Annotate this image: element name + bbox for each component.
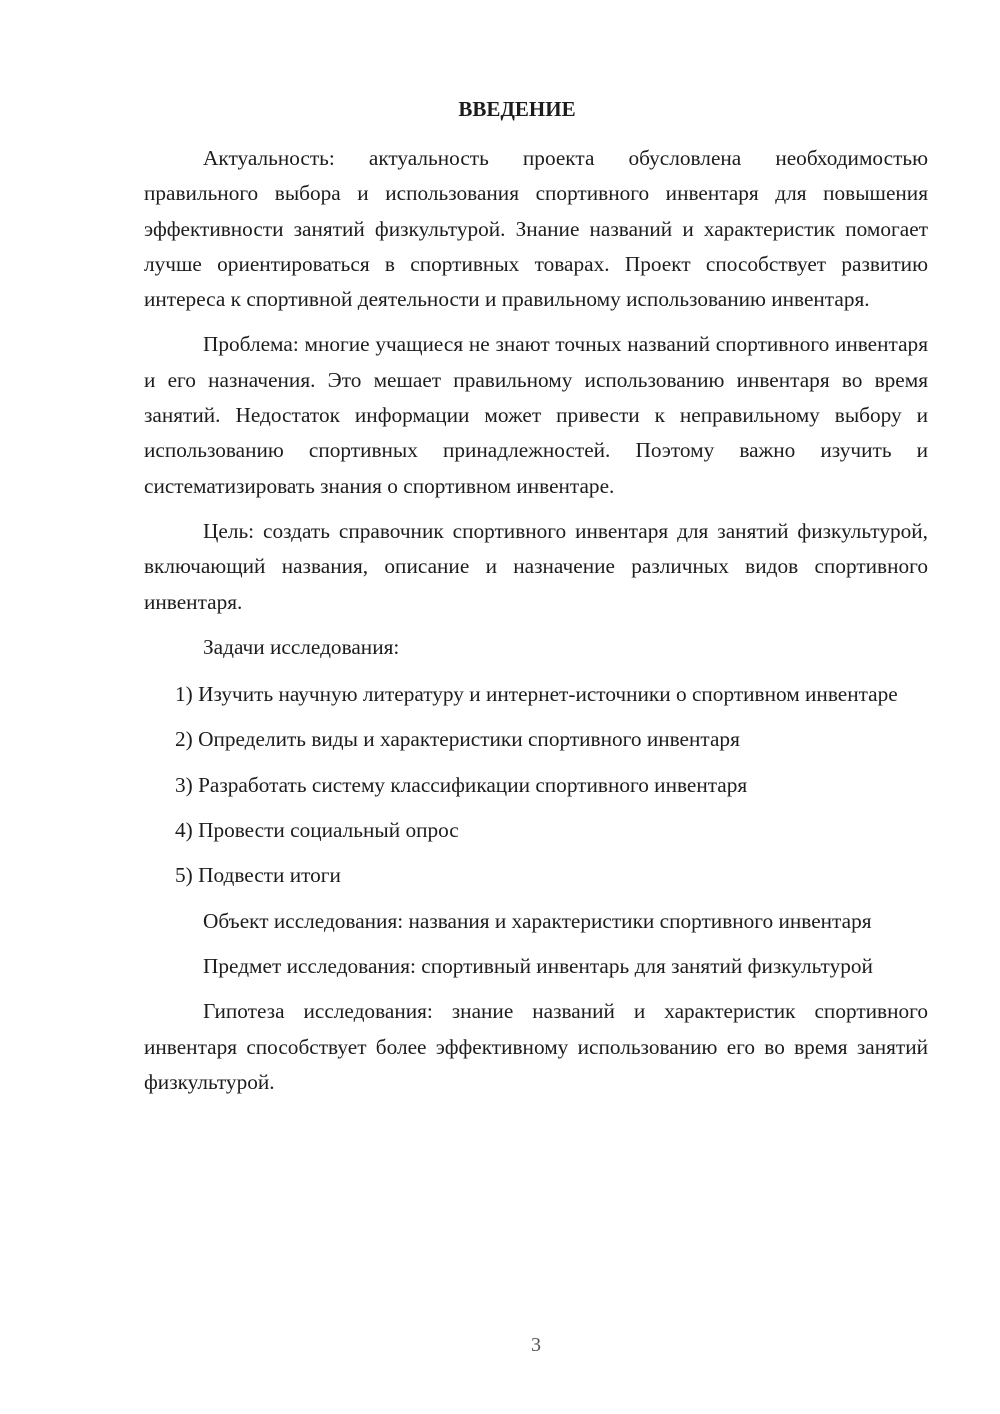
task-item-2: 2) Определить виды и характеристики спортивного инвентаря [175, 727, 740, 752]
document-page [144, 92, 928, 1110]
task-item-1: 1) Изучить научную литературу и интернет-источники о спортивном инвентаре [175, 682, 898, 707]
goal-paragraph: Цель: создать справочник спортивного инвентаря для занятий физкультурой, включающий названия, описание и назначение различных видов спортивного инвентаря. [144, 518, 928, 614]
relevance-paragraph: Актуальность: актуальность проекта обусловлена необходимостью правильного выбора и использования спортивного инвентаря для повышения эффективности занятий физкультурой. Знание названий и характеристик помогает лучше ориентироваться в спортивных товарах. Проект способствует развитию интереса к спортивной деятельности и правильному использованию инвентаря. [144, 146, 928, 312]
tasks-list [144, 677, 928, 893]
subject-paragraph: Предмет исследования: спортивный инвентарь для занятий физкультурой [203, 953, 873, 978]
object-paragraph: Объект исследования: названия и характеристики спортивного инвентаря [203, 908, 872, 933]
problem-paragraph: Проблема: многие учащиеся не знают точных названий спортивного инвентаря и его назначения. Это мешает правильному использованию инвентаря во время занятий. Недостаток информации может привести к неправильному выбору и использованию спортивных принадлежностей. Поэтому важно изучить и систематизировать знания о спортивном инвентаре. [144, 332, 928, 498]
page-number: 3 [531, 1334, 541, 1356]
task-item-5: 5) Подвести итоги [175, 863, 341, 888]
task-item-3: 3) Разработать систему классификации спортивного инвентаря [175, 772, 748, 797]
tasks-title: Задачи исследования: [203, 634, 400, 659]
hypothesis-paragraph: Гипотеза исследования: знание названий и характеристик спортивного инвентаря способствует более эффективному использованию его во время занятий физкультурой. [144, 999, 928, 1094]
task-item-4: 4) Провести социальный опрос [175, 818, 459, 843]
section-heading: ВВЕДЕНИЕ [458, 97, 576, 121]
